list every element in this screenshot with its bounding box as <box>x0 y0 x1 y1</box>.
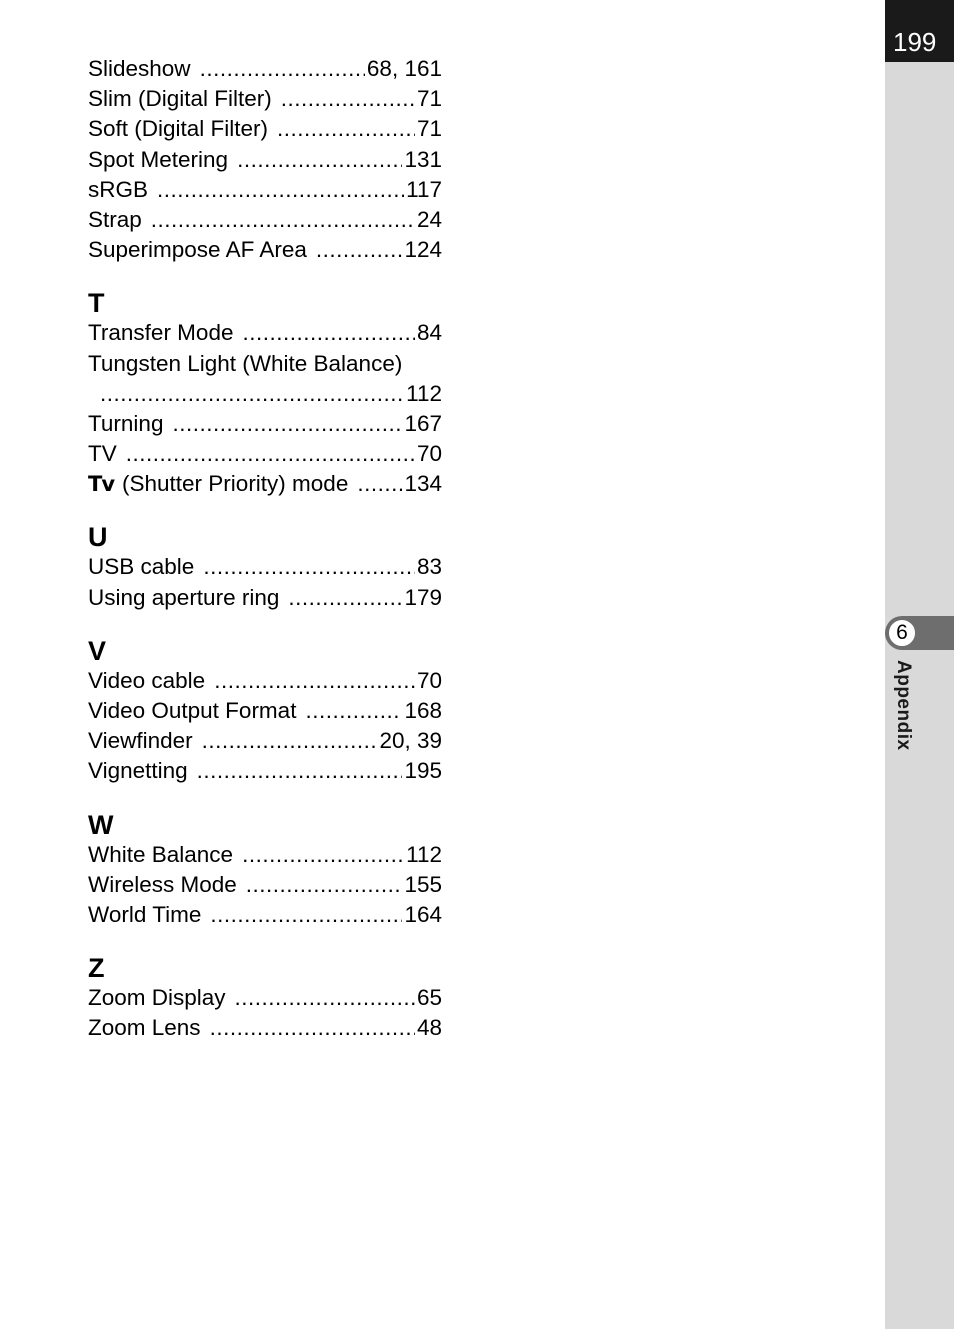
index-entry-zoom-lens <box>88 1013 442 1043</box>
leader-dots <box>237 145 402 175</box>
entry-pages: 195 <box>404 758 442 784</box>
leader-dots <box>305 696 402 726</box>
entry-pages: 131 <box>404 146 442 172</box>
leader-dots <box>203 552 415 582</box>
entry-pages: 20, 39 <box>379 728 442 754</box>
index-entry-slideshow <box>88 54 442 84</box>
index-entry-wireless-mode <box>88 870 442 900</box>
page-number: 199 <box>885 0 954 62</box>
entry-label: Strap <box>88 206 142 232</box>
index-entry-superimpose <box>88 235 442 265</box>
index-entry-transfer-mode <box>88 318 442 348</box>
entry-pages: 112 <box>406 841 442 867</box>
entry-pages: 71 <box>416 86 442 112</box>
entry-pages: 70 <box>416 667 442 693</box>
index-entry-world-time <box>88 900 442 930</box>
section-letter-z: Z <box>88 953 105 984</box>
leader-dots <box>281 84 415 114</box>
section-letter-w: W <box>88 809 114 840</box>
entry-label: TV <box>88 441 117 467</box>
leader-dots <box>246 870 403 900</box>
entry-pages: 179 <box>404 584 442 610</box>
entry-label: Turning <box>88 410 164 436</box>
entry-label: White Balance <box>88 841 234 867</box>
entry-label: Tungsten Light (White Balance) <box>88 350 403 376</box>
entry-pages: 164 <box>404 901 442 927</box>
entry-pages: 68, 161 <box>366 56 442 81</box>
entry-label: Superimpose AF Area <box>88 237 307 263</box>
leader-dots <box>214 666 415 696</box>
index-entry-vignetting <box>88 756 442 786</box>
entry-label: Zoom Lens <box>88 1015 201 1041</box>
entry-pages: 117 <box>406 176 442 202</box>
leader-dots <box>210 1013 415 1043</box>
entry-pages: 168 <box>404 698 442 723</box>
entry-pages: 167 <box>404 410 442 436</box>
leader-dots <box>151 205 415 235</box>
leader-dots <box>157 175 404 205</box>
entry-pages: 71 <box>416 116 442 142</box>
index-entry-tv-shutter-priority <box>88 469 442 499</box>
index-entry-zoom-display <box>88 983 442 1013</box>
section-letter-v: V <box>88 635 107 666</box>
index-entry-turning <box>88 409 442 439</box>
tv-mode-icon: Tv <box>88 472 115 497</box>
index-column <box>88 54 442 1044</box>
leader-dots <box>242 840 404 870</box>
index-entry-strap <box>88 205 442 235</box>
entry-pages: 83 <box>416 554 442 580</box>
entry-pages: 124 <box>404 237 442 263</box>
index-entry-aperture-ring <box>88 583 442 613</box>
leader-dots <box>202 726 378 756</box>
entry-label: Transfer Mode <box>88 320 234 346</box>
index-entry-usb-cable <box>88 552 442 582</box>
index-entry-tv <box>88 439 442 469</box>
entry-label: World Time <box>88 901 202 927</box>
entry-label: Soft (Digital Filter) <box>88 116 269 142</box>
leader-dots <box>288 583 402 613</box>
leader-dots <box>172 409 402 439</box>
leader-dots <box>235 983 415 1013</box>
entry-pages: 70 <box>416 441 442 467</box>
entry-label: Using aperture ring <box>88 584 280 610</box>
index-entry-white-balance <box>88 840 442 870</box>
entry-label: Video Output Format <box>88 698 297 723</box>
section-letter-u: U <box>88 522 108 553</box>
index-entry-spot-metering <box>88 145 442 175</box>
leader-dots <box>100 379 404 409</box>
index-entry-tungsten-light <box>88 349 442 379</box>
entry-pages: 84 <box>416 320 442 346</box>
section-letter-t: T <box>88 288 105 319</box>
entry-pages: 155 <box>404 871 442 897</box>
entry-label: sRGB <box>88 176 149 202</box>
entry-pages: 24 <box>416 206 442 232</box>
entry-pages: 65 <box>416 985 442 1011</box>
leader-dots <box>197 756 403 786</box>
index-entry-video-output-format <box>88 696 442 726</box>
index-entry-viewfinder <box>88 726 442 756</box>
index-entry-video-cable <box>88 666 442 696</box>
entry-label: USB cable <box>88 554 195 580</box>
chapter-number: 6 <box>888 619 916 647</box>
entry-label: Viewfinder <box>88 728 193 754</box>
entry-label: Vignetting <box>88 758 188 784</box>
index-entry-soft <box>88 114 442 144</box>
leader-dots <box>316 235 403 265</box>
entry-label <box>88 469 348 499</box>
entry-pages: 112 <box>406 380 442 406</box>
entry-label-text: (Shutter Priority) mode <box>122 471 349 497</box>
entry-label: Video cable <box>88 667 206 693</box>
index-entry-tungsten-light-pages <box>88 379 442 409</box>
index-entry-srgb <box>88 175 442 205</box>
leader-dots <box>126 439 415 469</box>
leader-dots <box>242 318 414 348</box>
entry-pages: 134 <box>404 471 442 497</box>
leader-dots <box>200 54 365 84</box>
entry-label: Wireless Mode <box>88 871 237 897</box>
leader-dots <box>277 114 415 144</box>
index-entry-slim <box>88 84 442 114</box>
entry-label: Slideshow <box>88 56 191 81</box>
entry-label: Spot Metering <box>88 146 229 172</box>
leader-dots <box>210 900 402 930</box>
leader-dots <box>357 469 402 499</box>
entry-pages: 48 <box>416 1015 442 1041</box>
chapter-title: Appendix <box>893 660 914 751</box>
entry-label: Slim (Digital Filter) <box>88 86 272 112</box>
entry-label: Zoom Display <box>88 985 226 1011</box>
